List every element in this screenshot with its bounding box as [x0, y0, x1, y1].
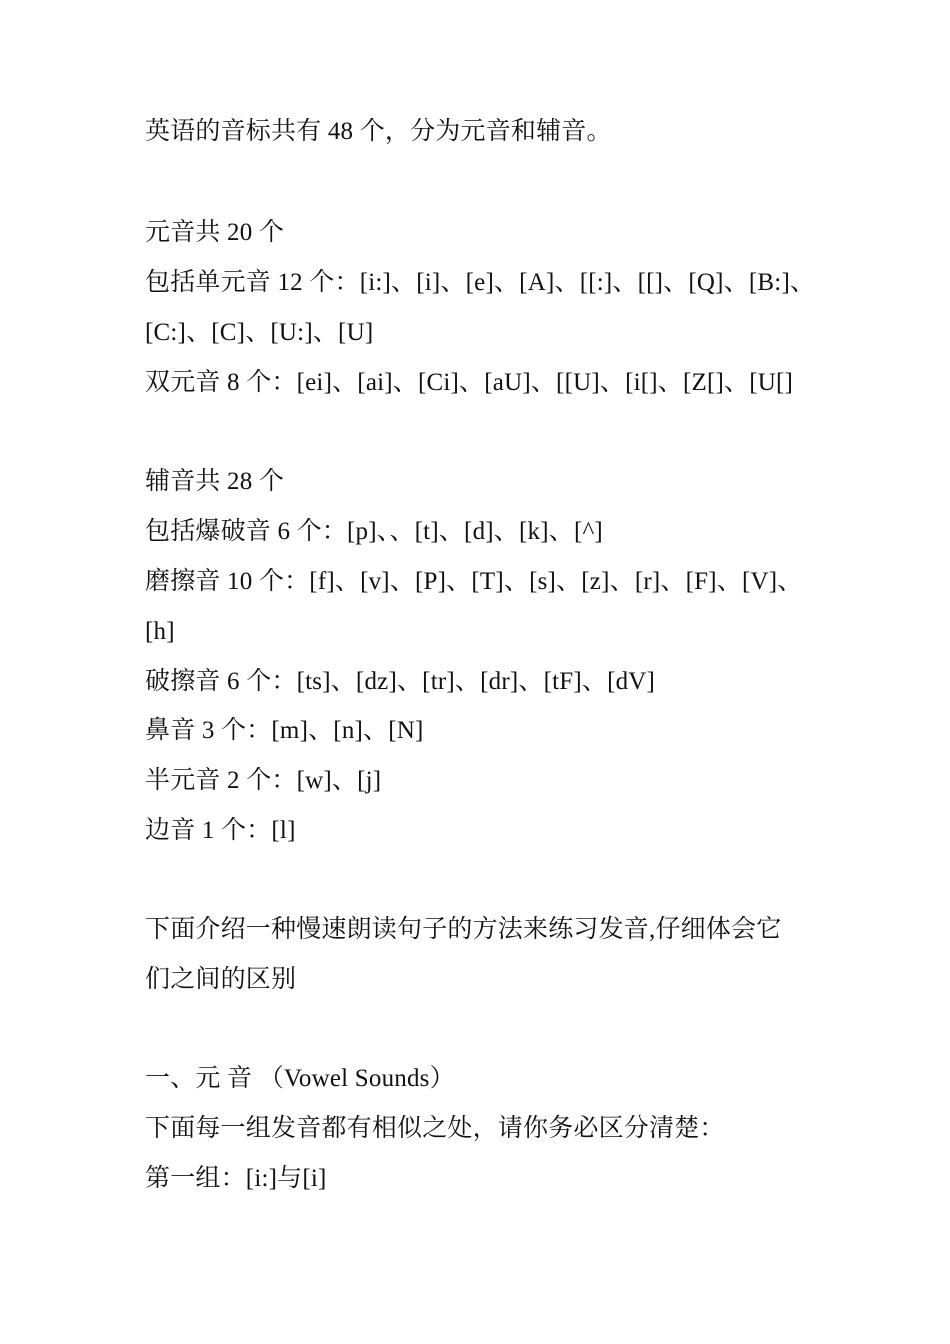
group-1-title: 第一组：[i:]与[i]: [145, 1165, 327, 1192]
section-instruction: 下面每一组发音都有相似之处，请你务必区分清楚：: [145, 1115, 725, 1142]
section-heading-vowels: 一、元 音 （Vowel Sounds）: [145, 1065, 455, 1092]
fricatives-line-2: [h]: [145, 618, 175, 645]
semivowels-line: 半元音 2 个：[w]、[j]: [145, 767, 382, 794]
nasals-line: 鼻音 3 个：[m]、[n]、[N]: [145, 717, 424, 744]
monophthongs-line-2: [C:]、[C]、[U:]、[U]: [145, 319, 374, 346]
intro-text: 英语的音标共有 48 个，分为元音和辅音。: [145, 118, 612, 145]
vowels-heading: 元音共 20 个: [145, 219, 285, 246]
diphthongs-line: 双元音 8 个：[ei]、[ai]、[Ci]、[aU]、[[U]、[i[]、[Z[]、[U[]: [145, 369, 794, 396]
fricatives-line-1: 磨擦音 10 个：[f]、[v]、[P]、[T]、[s]、[z]、[r]、[F]、[V]、: [145, 568, 803, 595]
affricates-line: 破擦音 6 个：[ts]、[dz]、[tr]、[dr]、[tF]、[dV]: [145, 668, 656, 695]
consonants-heading: 辅音共 28 个: [145, 468, 285, 495]
method-line-2: 们之间的区别: [145, 966, 297, 993]
method-line-1: 下面介绍一种慢速朗读句子的方法来练习发音,仔细体会它: [145, 916, 782, 943]
monophthongs-line-1: 包括单元音 12 个：[i:]、[i]、[e]、[A]、[[:]、[[]、[Q]、[B:]、: [145, 269, 816, 296]
plosives-line: 包括爆破音 6 个：[p]、、[t]、[d]、[k]、[^]: [145, 518, 603, 545]
lateral-line: 边音 1 个：[l]: [145, 817, 296, 844]
